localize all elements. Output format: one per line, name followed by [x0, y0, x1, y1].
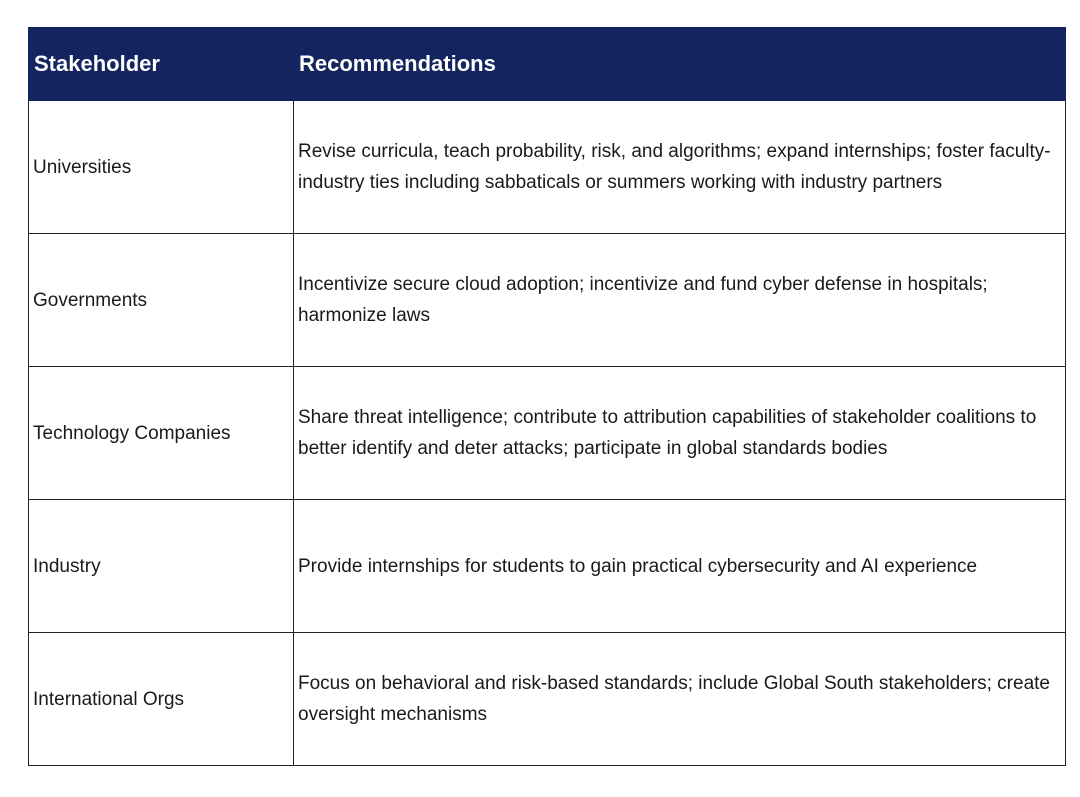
header-row: [29, 28, 1066, 101]
table-header: [29, 28, 1066, 101]
recommendations-cell: Focus on behavioral and risk-based standards; include Global South stakeholders; create oversight mechanisms: [294, 633, 1066, 766]
recommendations-table: [28, 27, 1066, 766]
recommendations-cell: Revise curricula, teach probability, risk, and algorithms; expand internships; foster faculty-industry ties including sabbaticals or summers working with industry partners: [294, 101, 1066, 234]
header-recommendations: Recommendations: [294, 28, 1066, 101]
recommendations-cell: Provide internships for students to gain practical cybersecurity and AI experience: [294, 500, 1066, 633]
recommendations-table-container: [28, 27, 1065, 766]
table-row: [29, 234, 1066, 367]
stakeholder-cell: Universities: [29, 101, 294, 234]
stakeholder-cell: International Orgs: [29, 633, 294, 766]
recommendations-cell: Share threat intelligence; contribute to attribution capabilities of stakeholder coalitions to better identify and deter attacks; participate in global standards bodies: [294, 367, 1066, 500]
header-stakeholder: Stakeholder: [29, 28, 294, 101]
stakeholder-cell: Governments: [29, 234, 294, 367]
table-row: [29, 101, 1066, 234]
table-row: [29, 633, 1066, 766]
table-row: [29, 367, 1066, 500]
stakeholder-cell: Industry: [29, 500, 294, 633]
table-row: [29, 500, 1066, 633]
stakeholder-cell: Technology Companies: [29, 367, 294, 500]
table-body: [29, 101, 1066, 766]
recommendations-cell: Incentivize secure cloud adoption; incentivize and fund cyber defense in hospitals; harmonize laws: [294, 234, 1066, 367]
